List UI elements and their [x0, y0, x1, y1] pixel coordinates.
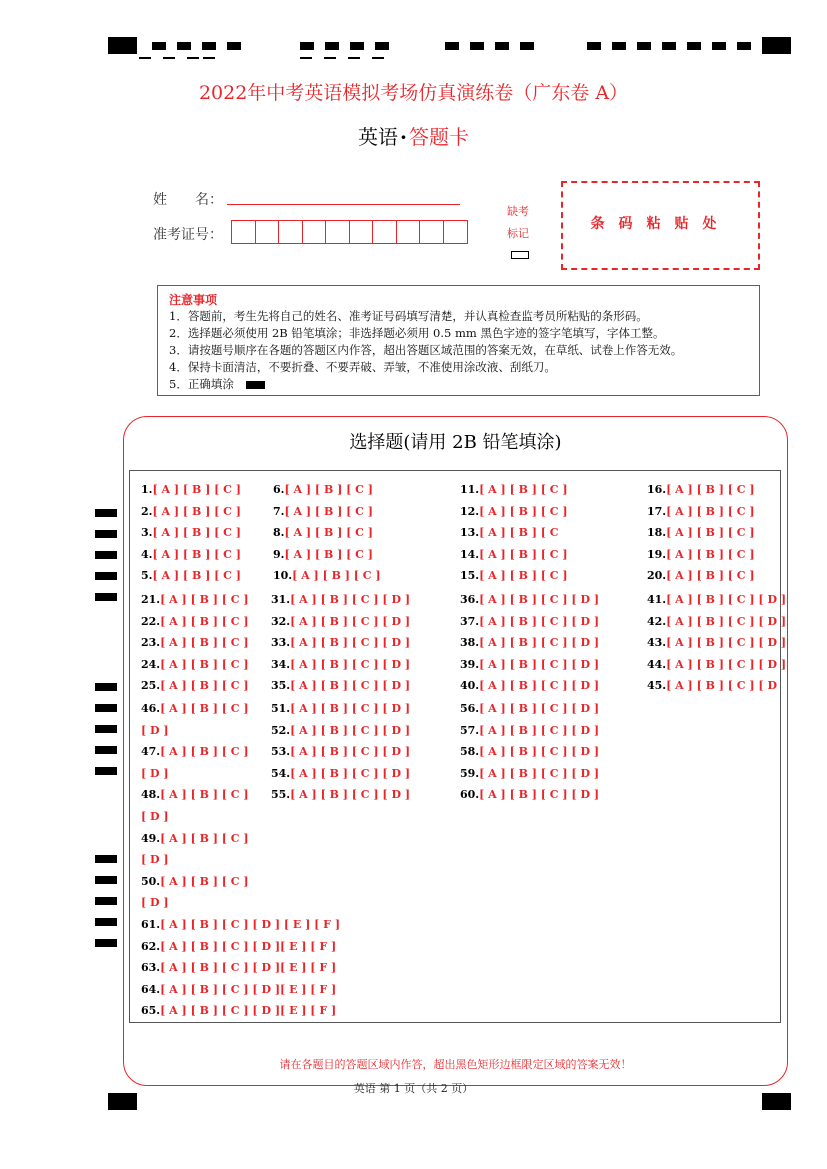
answer-options[interactable]: [ A ] [ B ] [ C ] [ D ]: [290, 766, 411, 780]
timing-mark: [95, 939, 117, 947]
timing-mark: [712, 42, 726, 50]
timing-mark: [495, 42, 509, 50]
question-number: 47.: [141, 745, 161, 759]
question-number: 59.: [460, 766, 480, 780]
timing-mark: [662, 42, 676, 50]
answer-options[interactable]: [ A ] [ B ] [ C ]: [160, 831, 249, 845]
timing-mark: [737, 42, 751, 50]
card-name-label: 答题卡: [408, 125, 469, 149]
answer-options[interactable]: [ A ] [ B ] [ C ] [ D ]: [479, 679, 600, 693]
timing-mark: [95, 918, 117, 926]
question-item: [141, 896, 169, 909]
exam-id-boxes[interactable]: [231, 220, 468, 244]
timing-mark: [300, 42, 314, 50]
name-field[interactable]: [227, 204, 460, 205]
question-item: [141, 526, 241, 539]
question-number: 55.: [271, 788, 291, 802]
timing-mark: [95, 572, 117, 580]
answer-options[interactable]: [ A ] [ B ] [ C ]: [666, 547, 755, 561]
answer-options[interactable]: [ A ] [ B ] [ C ]: [284, 547, 373, 561]
id-digit-box[interactable]: [256, 221, 280, 243]
question-number: 32.: [271, 614, 291, 628]
answer-options[interactable]: [ A ] [ B ] [ C ]: [160, 636, 249, 650]
question-item: [273, 569, 381, 582]
question-item: [647, 679, 777, 692]
timing-mark: [95, 725, 117, 733]
answer-options[interactable]: [ A ] [ B ] [ C ]: [160, 679, 249, 693]
answer-options[interactable]: [ A ] [ B ] [ C ] [ D ]: [290, 636, 411, 650]
question-number: 22.: [141, 614, 161, 628]
timing-mark: [372, 57, 384, 59]
question-item: [647, 593, 786, 606]
question-number: 19.: [647, 547, 667, 561]
question-number: 16.: [647, 483, 667, 496]
answer-options[interactable]: [ A ] [ B ] [ C ]: [666, 483, 755, 496]
question-number: 39.: [460, 657, 480, 671]
question-item: [271, 745, 410, 758]
answer-options[interactable]: [ A ] [ B ] [ C ]: [160, 874, 249, 888]
timing-mark: [375, 42, 389, 50]
timing-mark: [202, 42, 216, 50]
question-item: [141, 593, 249, 606]
question-item: [141, 875, 249, 888]
timing-mark: [95, 509, 117, 517]
answer-options[interactable]: [ A ] [ B ] [ C ] [ D ][ E ] [ F ]: [160, 1004, 337, 1018]
question-number: 15.: [460, 569, 480, 583]
answer-options[interactable]: [ A ] [ B ] [ C ]: [479, 483, 568, 496]
timing-mark: [445, 42, 459, 50]
page-number: 英语 第 1 页（共 2 页）: [353, 1082, 474, 1095]
corner-mark-tl: [108, 37, 137, 54]
question-item: [647, 615, 786, 628]
answer-options[interactable]: [ A ] [ B ] [ C ]: [160, 702, 249, 715]
question-item: [141, 505, 241, 518]
absent-label-2: 标记: [507, 227, 529, 240]
barcode-area: [561, 181, 760, 270]
question-number: 9.: [273, 547, 285, 561]
question-item: [141, 983, 336, 996]
question-item: [271, 615, 410, 628]
page-title: 2022年中考英语模拟考场仿真演练卷（广东卷 A）: [198, 82, 629, 104]
answer-options[interactable]: [ A ] [ B ] [ C ] [ D ]: [290, 679, 411, 693]
question-item: [273, 505, 373, 518]
question-item: [273, 483, 373, 496]
answer-options[interactable]: [ A ] [ B ] [ C ] [ D ]: [479, 745, 600, 759]
timing-mark: [520, 42, 534, 50]
answer-options[interactable]: [ A ] [ B ] [ C ]: [152, 569, 241, 583]
timing-mark: [687, 42, 701, 50]
answer-options[interactable]: [ A ] [ B ] [ C ]: [292, 569, 381, 583]
question-item: [141, 569, 241, 582]
answer-options[interactable]: [ A ] [ B ] [ C ] [ D ]: [290, 657, 411, 671]
answer-options[interactable]: [ A ] [ B ] [ C ]: [160, 657, 249, 671]
answer-options[interactable]: [ A ] [ B ] [ C ] [ D ]: [479, 636, 600, 650]
id-digit-box[interactable]: [420, 221, 444, 243]
timing-mark: [95, 683, 117, 691]
question-number: 7.: [273, 504, 285, 518]
question-item: [460, 658, 599, 671]
timing-mark: [227, 42, 241, 50]
question-number: 48.: [141, 788, 161, 802]
id-digit-box[interactable]: [279, 221, 303, 243]
question-item: [647, 483, 755, 496]
question-number: 2.: [141, 504, 153, 518]
timing-mark: [470, 42, 484, 50]
question-item: [460, 593, 599, 606]
timing-mark: [95, 593, 117, 601]
question-number: 53.: [271, 745, 291, 759]
answer-options[interactable]: [ A ] [ B ] [ C ] [ D ]: [479, 614, 600, 628]
answer-options[interactable]: [ A ] [ B ] [ C ] [ D ][ E ] [ F ]: [160, 982, 337, 996]
answer-options[interactable]: [ A ] [ B ] [ C ] [ D ]: [290, 614, 411, 628]
answer-options[interactable]: [ A ] [ B ] [ C ] [ D ]: [290, 745, 411, 759]
answer-options[interactable]: [ A ] [ B ] [ C: [479, 526, 559, 540]
timing-mark: [95, 855, 117, 863]
answer-options[interactable]: [ A ] [ B ] [ C ]: [479, 547, 568, 561]
question-item: [271, 658, 410, 671]
question-number: 8.: [273, 526, 285, 540]
question-number: 38.: [460, 636, 480, 650]
question-number: 34.: [271, 657, 291, 671]
answer-options[interactable]: [ A ] [ B ] [ C ] [ D ]: [290, 702, 411, 715]
answer-options[interactable]: [ A ] [ B ] [ C ] [ D ]: [666, 614, 787, 628]
question-item: [141, 1004, 336, 1017]
question-item: [141, 615, 249, 628]
notice-item-5: [169, 376, 759, 393]
timing-mark: [139, 57, 151, 59]
question-item: [647, 548, 755, 561]
answer-options[interactable]: [ D ]: [141, 810, 169, 823]
question-number: 4.: [141, 547, 153, 561]
question-number: 54.: [271, 766, 291, 780]
timing-mark: [95, 704, 117, 712]
question-number: 17.: [647, 504, 667, 518]
question-item: [141, 658, 249, 671]
answer-options[interactable]: [ A ] [ B ] [ C ]: [284, 483, 373, 496]
question-number: 43.: [647, 636, 667, 650]
answer-options[interactable]: [ A ] [ B ] [ C ] [ D ]: [479, 766, 600, 780]
timing-mark: [177, 42, 191, 50]
absent-label-1: 缺考: [507, 205, 529, 218]
question-item: [460, 745, 599, 758]
question-number: 60.: [460, 788, 480, 802]
question-number: 52.: [271, 723, 291, 737]
question-number: 23.: [141, 636, 161, 650]
timing-mark: [587, 42, 601, 50]
answer-options[interactable]: [ A ] [ B ] [ C ] [ D ]: [666, 593, 787, 606]
id-digit-box[interactable]: [373, 221, 397, 243]
timing-mark: [95, 530, 117, 538]
question-number: 31.: [271, 593, 291, 606]
question-item: [141, 853, 169, 866]
answer-options[interactable]: [ A ] [ B ] [ C ]: [666, 526, 755, 540]
answer-options[interactable]: [ A ] [ B ] [ C ] [ D ] [ E ] [ F ]: [160, 918, 341, 931]
answer-options[interactable]: [ A ] [ B ] [ C ]: [152, 504, 241, 518]
answer-options[interactable]: [ A ] [ B ] [ C ] [ D ]: [479, 788, 600, 802]
answer-options[interactable]: [ A ] [ B ] [ C ]: [152, 547, 241, 561]
question-item: [271, 636, 410, 649]
question-item: [141, 702, 249, 715]
question-item: [460, 679, 599, 692]
answer-options[interactable]: [ A ] [ B ] [ C ]: [160, 614, 249, 628]
answer-options[interactable]: [ A ] [ B ] [ C ] [ D ]: [290, 723, 411, 737]
answer-options[interactable]: [ A ] [ B ] [ C ]: [160, 745, 249, 759]
answer-options[interactable]: [ A ] [ B ] [ C ]: [152, 526, 241, 540]
barcode-label: 条码粘贴处: [590, 216, 731, 232]
answer-options[interactable]: [ A ] [ B ] [ C ] [ D ]: [479, 657, 600, 671]
fill-sample-mark: [246, 381, 265, 389]
question-number: 10.: [273, 569, 293, 583]
question-item: [460, 702, 599, 715]
question-item: [460, 483, 568, 496]
question-number: 36.: [460, 593, 480, 606]
question-item: [141, 679, 249, 692]
question-item: [460, 767, 599, 780]
question-number: 1.: [141, 483, 153, 496]
question-item: [460, 505, 568, 518]
question-number: 37.: [460, 614, 480, 628]
footer-warning: 请在各题目的答题区域内作答，超出黑色矩形边框限定区域的答案无效！: [279, 1058, 632, 1071]
timing-mark: [348, 57, 360, 59]
question-number: 11.: [460, 483, 480, 496]
question-item: [460, 724, 599, 737]
question-number: 25.: [141, 679, 161, 693]
subject-label: 英语: [358, 125, 399, 149]
question-number: 21.: [141, 593, 161, 606]
question-number: 51.: [271, 702, 291, 715]
notice-item: 3．请按题号顺序在各题的答题区内作答，超出答题区域范围的答案无效，在草纸、试卷上作答无效。: [169, 343, 683, 357]
question-number: 65.: [141, 1004, 161, 1018]
answer-options[interactable]: [ D ]: [141, 766, 169, 780]
question-item: [273, 526, 373, 539]
question-number: 61.: [141, 918, 161, 931]
absent-mark-box[interactable]: [511, 251, 529, 259]
question-item: [141, 832, 249, 845]
notice-item: 4．保持卡面清洁，不要折叠、不要弄破、弄皱，不准使用涂改液、刮纸刀。: [169, 360, 556, 374]
question-item: [141, 636, 249, 649]
question-number: 45.: [647, 679, 667, 693]
question-number: 58.: [460, 745, 480, 759]
question-item: [141, 918, 340, 931]
timing-mark: [163, 57, 175, 59]
answer-options[interactable]: [ A ] [ B ] [ C ]: [160, 788, 249, 802]
answer-options[interactable]: [ A ] [ B ] [ C ] [ D ][ E ] [ F ]: [160, 939, 337, 953]
timing-mark: [95, 897, 117, 905]
answer-options[interactable]: [ A ] [ B ] [ C ] [ D ][ E ] [ F ]: [160, 961, 337, 975]
timing-mark: [95, 876, 117, 884]
question-number: 42.: [647, 614, 667, 628]
question-number: 49.: [141, 831, 161, 845]
answer-options[interactable]: [ A ] [ B ] [ C ] [ D ]: [290, 593, 411, 606]
question-item: [647, 505, 755, 518]
notice-item-label: 5．正确填涂: [169, 377, 234, 391]
id-digit-box[interactable]: [397, 221, 421, 243]
question-number: 6.: [273, 483, 285, 496]
answer-options[interactable]: [ A ] [ B ] [ C ]: [666, 504, 755, 518]
notice-item: 1．答题前，考生先将自己的姓名、准考证号码填写清楚，并认真检查监考员所粘贴的条形码。: [169, 309, 648, 323]
question-item: [271, 788, 410, 801]
answer-options[interactable]: [ A ] [ B ] [ C ]: [479, 569, 568, 583]
id-label: 准考证号：: [153, 227, 223, 243]
timing-mark: [95, 767, 117, 775]
id-digit-box[interactable]: [232, 221, 256, 243]
question-number: 44.: [647, 657, 667, 671]
timing-mark: [324, 57, 336, 59]
timing-mark: [325, 42, 339, 50]
id-digit-box[interactable]: [303, 221, 327, 243]
answer-options[interactable]: [ A ] [ B ] [ C ]: [284, 504, 373, 518]
mcq-heading: 选择题(请用 2B 铅笔填涂): [349, 432, 562, 453]
question-number: 24.: [141, 657, 161, 671]
id-digit-box[interactable]: [444, 221, 468, 243]
timing-mark: [203, 57, 215, 59]
timing-mark: [152, 42, 166, 50]
question-item: [460, 788, 599, 801]
corner-mark-tr: [762, 37, 791, 54]
question-item: [141, 940, 336, 953]
name-label: 姓 名：: [153, 192, 223, 208]
question-item: [460, 526, 559, 539]
question-number: 40.: [460, 679, 480, 693]
timing-mark: [187, 57, 199, 59]
question-item: [647, 636, 786, 649]
notice-item: 2．选择题必须使用 2B 铅笔填涂；非选择题必须用 0.5 mm 黑色字迹的签字笔填写，字体工整。: [169, 326, 665, 340]
question-item: [141, 767, 169, 780]
answer-options[interactable]: [ D ]: [141, 896, 169, 910]
question-item: [271, 679, 410, 692]
question-item: [273, 548, 373, 561]
question-number: 41.: [647, 593, 667, 606]
question-item: [141, 745, 249, 758]
question-number: 12.: [460, 504, 480, 518]
timing-mark: [95, 551, 117, 559]
answer-options[interactable]: [ D ]: [141, 723, 169, 737]
answer-options[interactable]: [ A ] [ B ] [ C ]: [160, 593, 249, 606]
question-number: 18.: [647, 526, 667, 540]
question-number: 50.: [141, 874, 161, 888]
question-item: [460, 569, 568, 582]
question-number: 46.: [141, 702, 161, 715]
mcq-box: [129, 470, 787, 1023]
question-number: 63.: [141, 961, 161, 975]
question-item: [460, 615, 599, 628]
answer-options[interactable]: [ A ] [ B ] [ C ]: [479, 504, 568, 518]
timing-mark: [350, 42, 364, 50]
question-number: 13.: [460, 526, 480, 540]
question-number: 3.: [141, 526, 153, 540]
id-digit-box[interactable]: [350, 221, 374, 243]
timing-mark: [95, 746, 117, 754]
answer-options[interactable]: [ A ] [ B ] [ C ]: [284, 526, 373, 540]
answer-options[interactable]: [ D ]: [141, 853, 169, 867]
notice-box: [157, 285, 760, 396]
question-item: [141, 810, 169, 823]
question-item: [271, 702, 410, 715]
question-number: 14.: [460, 547, 480, 561]
card-subtitle: 英语 · 答题卡: [358, 125, 469, 149]
question-item: [647, 658, 786, 671]
question-item: [647, 569, 755, 582]
answer-options[interactable]: [ A ] [ B ] [ C ] [ D ]: [479, 593, 600, 606]
answer-options[interactable]: [ A ] [ B ] [ C ] [ D ]: [666, 636, 787, 650]
answer-options[interactable]: [ A ] [ B ] [ C ] [ D ]: [479, 702, 600, 715]
question-number: 57.: [460, 723, 480, 737]
question-item: [141, 788, 249, 801]
id-digit-box[interactable]: [326, 221, 350, 243]
question-number: 20.: [647, 569, 667, 583]
question-item: [271, 724, 410, 737]
answer-options[interactable]: [ A ] [ B ] [ C ] [ D ]: [666, 657, 787, 671]
notice-title: 注意事项: [169, 293, 218, 307]
answer-options[interactable]: [ A ] [ B ] [ C ] [ D: [666, 679, 777, 693]
question-number: 33.: [271, 636, 291, 650]
question-item: [271, 593, 410, 606]
question-number: 64.: [141, 982, 161, 996]
answer-options[interactable]: [ A ] [ B ] [ C ] [ D ]: [290, 788, 411, 802]
timing-mark: [612, 42, 626, 50]
answer-options[interactable]: [ A ] [ B ] [ C ]: [152, 483, 241, 496]
question-item: [141, 548, 241, 561]
question-number: 62.: [141, 939, 161, 953]
question-item: [460, 636, 599, 649]
question-item: [141, 724, 169, 737]
question-item: [460, 548, 568, 561]
question-number: 35.: [271, 679, 291, 693]
answer-options[interactable]: [ A ] [ B ] [ C ] [ D ]: [479, 723, 600, 737]
timing-mark: [300, 57, 312, 59]
question-number: 5.: [141, 569, 153, 583]
question-item: [271, 767, 410, 780]
question-item: [141, 483, 241, 496]
answer-options[interactable]: [ A ] [ B ] [ C ]: [666, 569, 755, 583]
question-item: [647, 526, 755, 539]
question-number: 56.: [460, 702, 480, 715]
timing-mark: [637, 42, 651, 50]
question-item: [141, 961, 336, 974]
